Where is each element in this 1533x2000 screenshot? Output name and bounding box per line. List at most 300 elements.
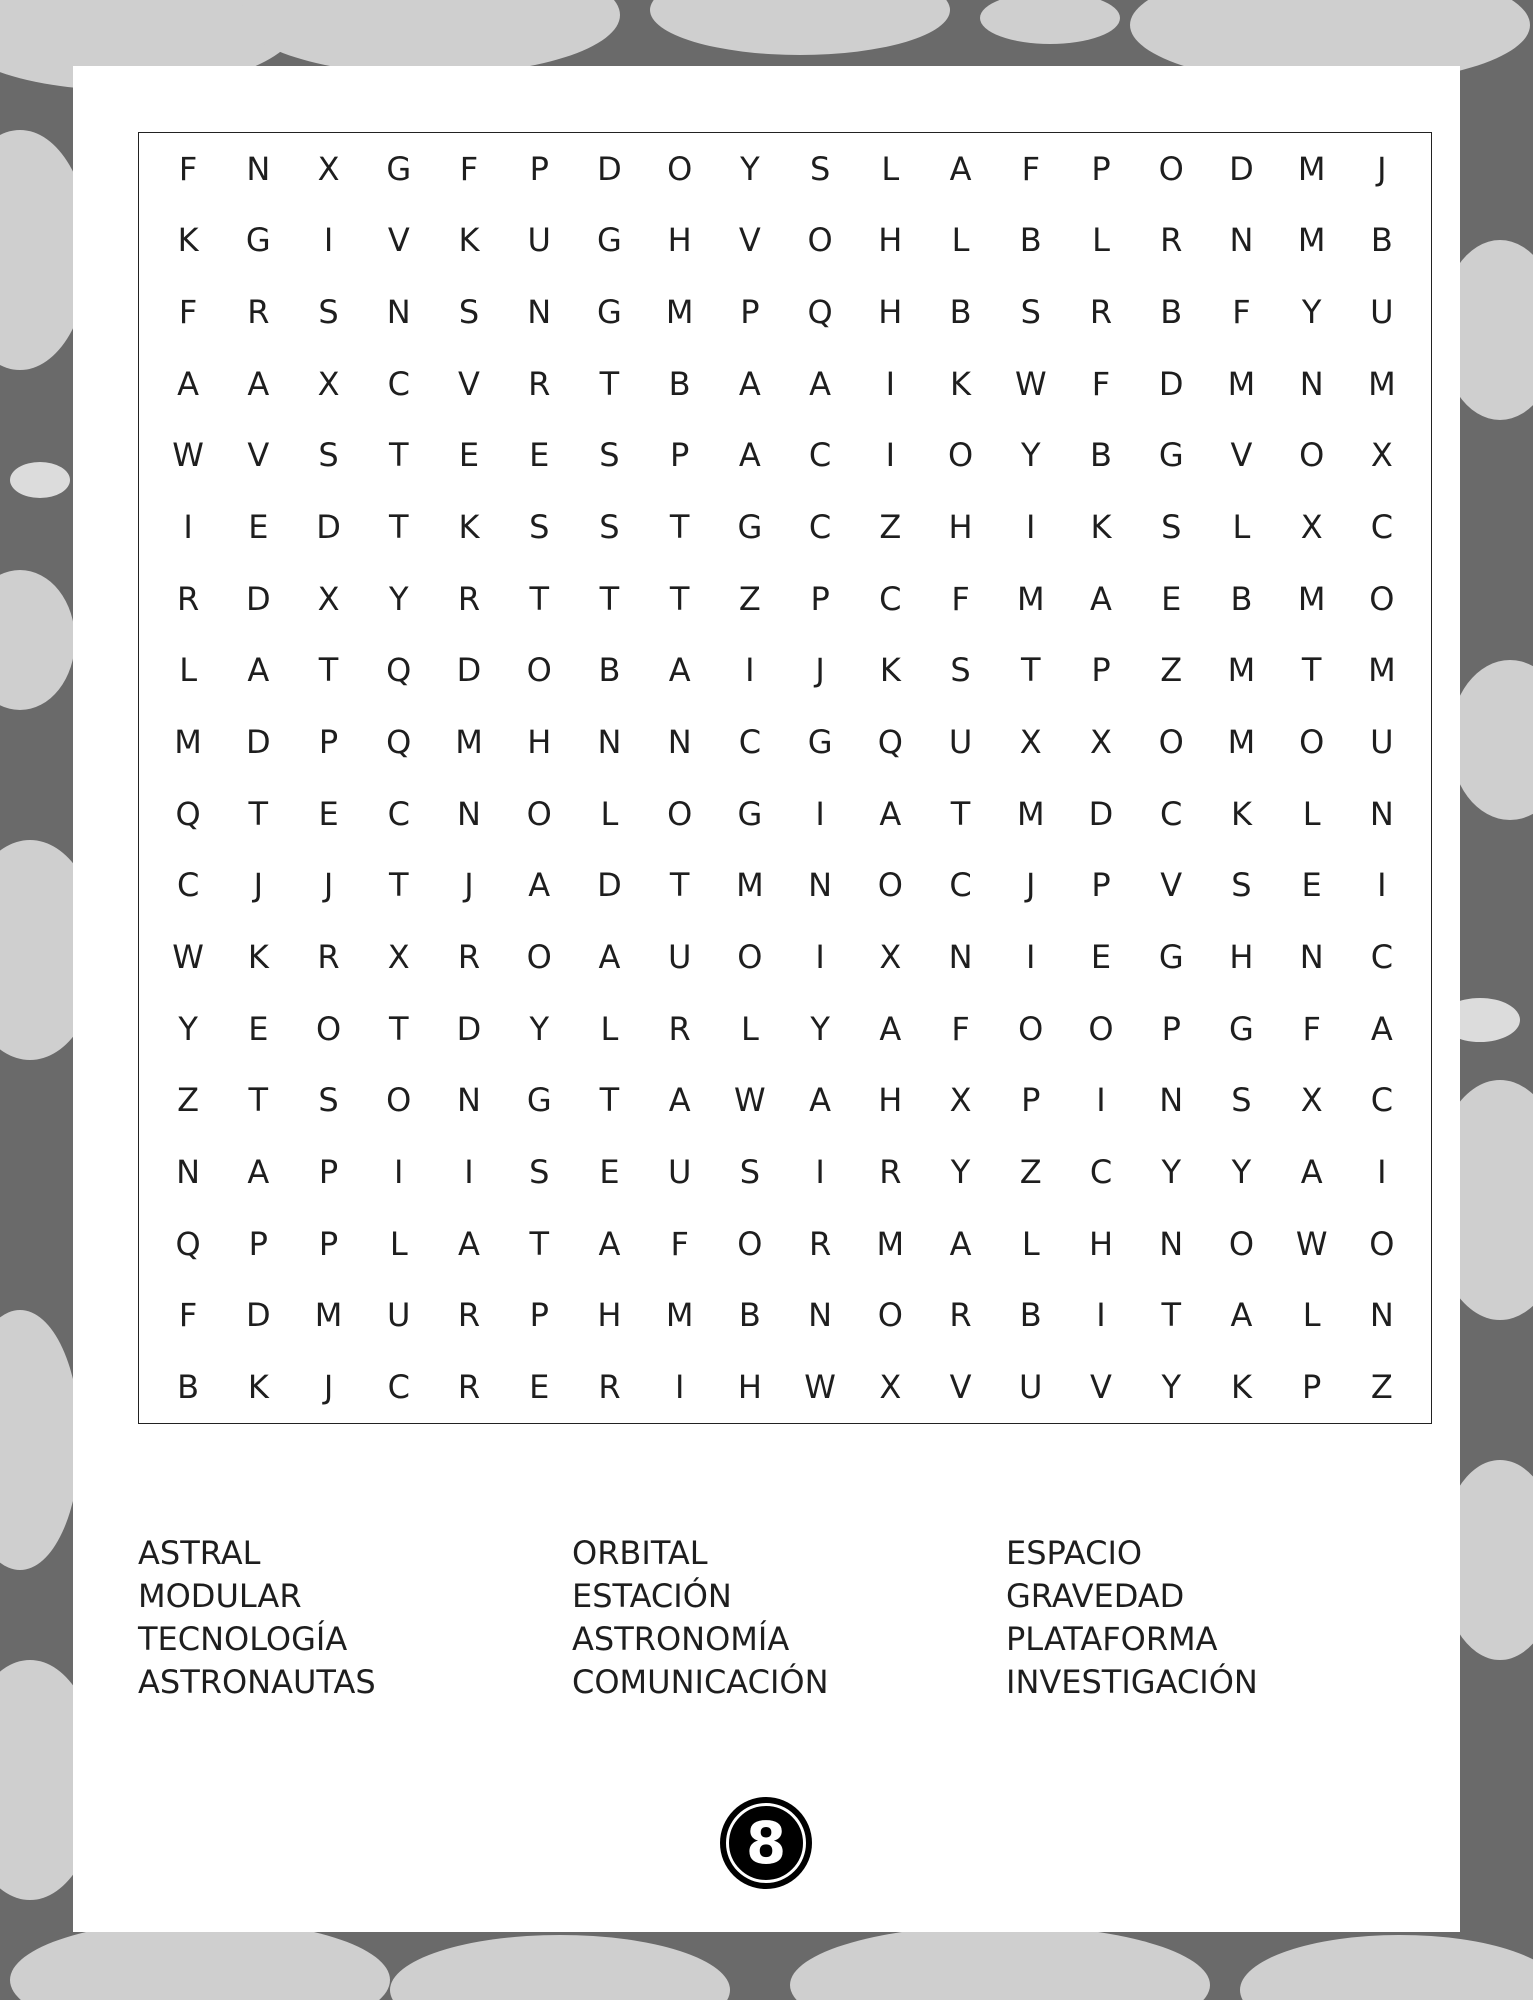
grid-cell[interactable]: F — [178, 293, 198, 332]
grid-cell[interactable]: F — [951, 579, 970, 618]
grid-cell[interactable]: X — [1300, 1081, 1323, 1120]
grid-cell[interactable]: Z — [879, 508, 902, 547]
grid-cell[interactable]: W — [734, 1081, 766, 1120]
grid-cell[interactable]: B — [949, 293, 972, 332]
grid-cell[interactable]: S — [950, 651, 971, 690]
grid-cell[interactable]: N — [527, 293, 552, 332]
grid-cell[interactable]: D — [246, 1296, 271, 1335]
grid-cell[interactable]: I — [885, 364, 896, 403]
grid-cell[interactable]: K — [950, 364, 972, 403]
grid-cell[interactable]: N — [948, 938, 973, 977]
grid-cell[interactable]: C — [808, 436, 832, 475]
grid-cell[interactable]: A — [247, 651, 270, 690]
grid-cell[interactable]: C — [1089, 1153, 1113, 1192]
grid-cell[interactable]: V — [949, 1368, 972, 1407]
grid-cell[interactable]: U — [1019, 1368, 1043, 1407]
grid-cell[interactable]: S — [739, 1153, 761, 1192]
grid-cell[interactable]: R — [668, 1009, 691, 1048]
grid-cell[interactable]: B — [1370, 221, 1393, 260]
grid-cell[interactable]: X — [317, 579, 340, 618]
grid-cell[interactable]: H — [597, 1296, 622, 1335]
grid-cell[interactable]: F — [178, 1296, 198, 1335]
grid-cell[interactable]: T — [248, 1081, 269, 1120]
grid-cell[interactable]: K — [247, 938, 269, 977]
grid-cell[interactable]: L — [179, 651, 198, 690]
grid-cell[interactable]: T — [1301, 651, 1322, 690]
grid-cell[interactable]: D — [316, 508, 341, 547]
grid-cell[interactable]: G — [1229, 1009, 1254, 1048]
grid-cell[interactable]: A — [738, 364, 761, 403]
grid-cell[interactable]: C — [176, 866, 200, 905]
grid-cell[interactable]: L — [740, 1009, 759, 1048]
grid-cell[interactable]: O — [1228, 1224, 1255, 1263]
grid-cell[interactable]: I — [815, 1153, 825, 1192]
grid-cell[interactable]: Y — [388, 579, 409, 618]
grid-cell[interactable]: G — [386, 149, 412, 188]
grid-cell[interactable]: R — [949, 1296, 972, 1335]
grid-cell[interactable]: I — [1026, 508, 1036, 547]
grid-cell[interactable]: U — [1370, 723, 1394, 762]
grid-cell[interactable]: O — [877, 1296, 903, 1335]
grid-cell[interactable]: G — [245, 221, 271, 260]
grid-cell[interactable]: V — [458, 364, 480, 403]
grid-cell[interactable]: P — [1302, 1368, 1322, 1407]
grid-cell[interactable]: S — [458, 293, 480, 332]
grid-cell[interactable]: V — [247, 436, 270, 475]
grid-cell[interactable]: R — [598, 1368, 621, 1407]
grid-cell[interactable]: L — [1232, 508, 1251, 547]
grid-cell[interactable]: N — [1159, 1224, 1184, 1263]
grid-cell[interactable]: I — [1096, 1296, 1106, 1335]
grid-cell[interactable]: Y — [1231, 1153, 1252, 1192]
grid-cell[interactable]: C — [808, 508, 832, 547]
grid-cell[interactable]: Y — [950, 1153, 971, 1192]
grid-cell[interactable]: S — [529, 508, 550, 547]
grid-cell[interactable]: N — [246, 149, 271, 188]
grid-cell[interactable]: P — [529, 1296, 549, 1335]
grid-cell[interactable]: T — [248, 794, 269, 833]
grid-cell[interactable]: S — [318, 1081, 339, 1120]
grid-cell[interactable]: M — [1297, 149, 1326, 188]
grid-cell[interactable]: Z — [1019, 1153, 1042, 1192]
grid-cell[interactable]: E — [1161, 579, 1182, 618]
grid-cell[interactable]: G — [1158, 436, 1184, 475]
grid-cell[interactable]: U — [667, 1153, 692, 1192]
grid-cell[interactable]: G — [526, 1081, 552, 1120]
grid-cell[interactable]: R — [1160, 221, 1183, 260]
grid-cell[interactable]: T — [318, 651, 339, 690]
grid-cell[interactable]: Y — [810, 1009, 830, 1048]
grid-cell[interactable]: E — [318, 794, 339, 833]
grid-cell[interactable]: C — [1160, 794, 1183, 833]
grid-cell[interactable]: P — [1091, 651, 1111, 690]
grid-cell[interactable]: C — [1370, 508, 1394, 547]
grid-cell[interactable]: Q — [175, 794, 201, 833]
grid-cell[interactable]: X — [879, 1368, 902, 1407]
grid-cell[interactable]: G — [807, 723, 833, 762]
grid-cell[interactable]: M — [876, 1224, 905, 1263]
grid-cell[interactable]: T — [599, 579, 620, 618]
grid-cell[interactable]: M — [1227, 364, 1256, 403]
grid-cell[interactable]: S — [599, 508, 620, 547]
grid-cell[interactable]: U — [667, 938, 692, 977]
grid-cell[interactable]: F — [951, 1009, 970, 1048]
grid-cell[interactable]: J — [1377, 149, 1387, 188]
grid-cell[interactable]: J — [323, 866, 334, 905]
grid-cell[interactable]: L — [389, 1224, 408, 1263]
grid-cell[interactable]: Q — [386, 651, 412, 690]
grid-cell[interactable]: Y — [1020, 436, 1041, 475]
grid-cell[interactable]: L — [881, 149, 900, 188]
grid-cell[interactable]: T — [599, 364, 620, 403]
grid-cell[interactable]: O — [1158, 149, 1184, 188]
grid-cell[interactable]: O — [947, 436, 974, 475]
grid-cell[interactable]: X — [879, 938, 902, 977]
grid-cell[interactable]: M — [1297, 579, 1326, 618]
grid-cell[interactable]: M — [736, 866, 764, 905]
grid-cell[interactable]: A — [247, 364, 270, 403]
grid-cell[interactable]: R — [176, 579, 200, 618]
grid-cell[interactable]: B — [177, 1368, 200, 1407]
grid-cell[interactable]: T — [669, 508, 690, 547]
grid-cell[interactable]: R — [457, 938, 481, 977]
grid-cell[interactable]: C — [387, 794, 410, 833]
grid-cell[interactable]: D — [1158, 364, 1184, 403]
grid-cell[interactable]: U — [527, 221, 551, 260]
grid-cell[interactable]: I — [464, 1153, 474, 1192]
grid-cell[interactable]: W — [1295, 1224, 1328, 1263]
grid-cell[interactable]: C — [1370, 1081, 1394, 1120]
grid-cell[interactable]: R — [457, 1368, 481, 1407]
grid-cell[interactable]: O — [667, 794, 693, 833]
grid-cell[interactable]: F — [1021, 149, 1040, 188]
grid-cell[interactable]: D — [246, 579, 271, 618]
grid-cell[interactable]: X — [317, 364, 340, 403]
grid-cell[interactable]: G — [597, 293, 622, 332]
grid-cell[interactable]: E — [248, 1009, 269, 1048]
grid-cell[interactable]: Q — [877, 723, 903, 762]
grid-cell[interactable]: C — [738, 723, 762, 762]
grid-cell[interactable]: D — [597, 149, 622, 188]
grid-cell[interactable]: K — [177, 221, 199, 260]
grid-cell[interactable]: M — [1227, 651, 1256, 690]
grid-cell[interactable]: J — [323, 1368, 334, 1407]
grid-cell[interactable]: O — [1158, 723, 1184, 762]
grid-cell[interactable]: R — [317, 938, 340, 977]
grid-cell[interactable]: N — [1299, 364, 1324, 403]
grid-cell[interactable]: J — [1026, 866, 1036, 905]
grid-cell[interactable]: K — [458, 221, 480, 260]
grid-cell[interactable]: N — [808, 866, 833, 905]
grid-cell[interactable]: P — [318, 1153, 339, 1192]
grid-cell[interactable]: F — [178, 149, 198, 188]
grid-cell[interactable]: B — [1090, 436, 1112, 475]
grid-cell[interactable]: I — [885, 436, 896, 475]
grid-cell[interactable]: T — [669, 866, 690, 905]
grid-cell[interactable]: D — [456, 1009, 482, 1048]
grid-cell[interactable]: S — [318, 436, 339, 475]
grid-cell[interactable]: E — [599, 1153, 620, 1192]
grid-cell[interactable]: G — [597, 221, 622, 260]
grid-cell[interactable]: M — [455, 723, 483, 762]
grid-cell[interactable]: O — [526, 651, 552, 690]
grid-cell[interactable]: Z — [738, 579, 761, 618]
grid-cell[interactable]: T — [388, 1009, 409, 1048]
grid-cell[interactable]: B — [1230, 579, 1253, 618]
grid-cell[interactable]: P — [529, 149, 549, 188]
grid-cell[interactable]: I — [1377, 866, 1387, 905]
grid-cell[interactable]: L — [1021, 1224, 1040, 1263]
grid-cell[interactable]: P — [248, 1224, 268, 1263]
grid-cell[interactable]: N — [1369, 1296, 1394, 1335]
grid-cell[interactable]: F — [670, 1224, 689, 1263]
grid-cell[interactable]: H — [878, 293, 903, 332]
grid-cell[interactable]: V — [738, 221, 761, 260]
grid-cell[interactable]: T — [950, 794, 971, 833]
grid-cell[interactable]: A — [1370, 1009, 1393, 1048]
grid-cell[interactable]: F — [1302, 1009, 1321, 1048]
grid-cell[interactable]: Y — [1161, 1368, 1181, 1407]
grid-cell[interactable]: A — [247, 1153, 270, 1192]
grid-cell[interactable]: J — [815, 651, 825, 690]
grid-cell[interactable]: D — [246, 723, 271, 762]
grid-cell[interactable]: H — [1229, 938, 1254, 977]
grid-cell[interactable]: P — [1161, 1009, 1181, 1048]
grid-cell[interactable]: U — [387, 1296, 411, 1335]
grid-cell[interactable]: V — [1160, 866, 1183, 905]
grid-cell[interactable]: S — [599, 436, 620, 475]
grid-cell[interactable]: X — [317, 149, 340, 188]
grid-cell[interactable]: G — [737, 794, 763, 833]
grid-cell[interactable]: L — [1092, 221, 1110, 260]
grid-cell[interactable]: B — [1019, 1296, 1042, 1335]
grid-cell[interactable]: F — [1232, 293, 1251, 332]
grid-cell[interactable]: I — [815, 938, 825, 977]
grid-cell[interactable]: T — [599, 1081, 620, 1120]
grid-cell[interactable]: A — [1300, 1153, 1323, 1192]
grid-cell[interactable]: L — [1302, 794, 1321, 833]
grid-cell[interactable]: N — [457, 794, 481, 833]
grid-cell[interactable]: S — [529, 1153, 550, 1192]
grid-cell[interactable]: E — [248, 508, 269, 547]
grid-cell[interactable]: S — [809, 149, 831, 188]
grid-cell[interactable]: J — [464, 866, 474, 905]
grid-cell[interactable]: I — [1377, 1153, 1387, 1192]
grid-cell[interactable]: O — [1299, 436, 1325, 475]
grid-cell[interactable]: R — [457, 1296, 481, 1335]
grid-cell[interactable]: I — [1026, 938, 1036, 977]
grid-cell[interactable]: X — [1019, 723, 1042, 762]
grid-cell[interactable]: K — [1230, 1368, 1252, 1407]
grid-cell[interactable]: H — [1088, 1224, 1114, 1263]
grid-cell[interactable]: A — [598, 1224, 621, 1263]
grid-cell[interactable]: N — [597, 723, 622, 762]
grid-cell[interactable]: I — [745, 651, 755, 690]
grid-cell[interactable]: D — [1088, 794, 1114, 833]
grid-cell[interactable]: T — [669, 579, 690, 618]
grid-cell[interactable]: E — [1090, 938, 1112, 977]
grid-cell[interactable]: S — [1161, 508, 1182, 547]
grid-cell[interactable]: L — [951, 221, 970, 260]
grid-cell[interactable]: A — [458, 1224, 480, 1263]
grid-cell[interactable]: O — [877, 866, 903, 905]
grid-cell[interactable]: N — [1229, 221, 1254, 260]
grid-cell[interactable]: D — [1229, 149, 1254, 188]
grid-cell[interactable]: B — [1019, 221, 1042, 260]
grid-cell[interactable]: V — [1090, 1368, 1112, 1407]
grid-cell[interactable]: I — [1096, 1081, 1106, 1120]
grid-cell[interactable]: T — [388, 508, 409, 547]
grid-cell[interactable]: M — [1016, 579, 1045, 618]
grid-cell[interactable]: A — [949, 1224, 972, 1263]
grid-cell[interactable]: P — [810, 579, 830, 618]
grid-cell[interactable]: Y — [1161, 1153, 1181, 1192]
grid-cell[interactable]: I — [815, 794, 825, 833]
grid-cell[interactable]: V — [1230, 436, 1253, 475]
grid-cell[interactable]: Q — [386, 723, 412, 762]
grid-cell[interactable]: N — [667, 723, 692, 762]
grid-cell[interactable]: P — [740, 293, 760, 332]
grid-cell[interactable]: P — [1091, 149, 1111, 188]
grid-cell[interactable]: R — [1089, 293, 1113, 332]
grid-cell[interactable]: X — [949, 1081, 972, 1120]
grid-cell[interactable]: A — [1230, 1296, 1253, 1335]
grid-cell[interactable]: N — [457, 1081, 481, 1120]
grid-cell[interactable]: H — [667, 221, 692, 260]
grid-cell[interactable]: P — [318, 1224, 339, 1263]
grid-cell[interactable]: T — [1020, 651, 1041, 690]
grid-cell[interactable]: X — [1300, 508, 1323, 547]
grid-cell[interactable]: N — [808, 1296, 833, 1335]
grid-cell[interactable]: O — [807, 221, 833, 260]
grid-cell[interactable]: R — [528, 364, 551, 403]
grid-cell[interactable]: M — [1227, 723, 1256, 762]
grid-cell[interactable]: A — [879, 1009, 902, 1048]
grid-cell[interactable]: C — [1370, 938, 1394, 977]
grid-cell[interactable]: U — [1370, 293, 1394, 332]
grid-cell[interactable]: X — [387, 938, 410, 977]
grid-cell[interactable]: Z — [1160, 651, 1183, 690]
grid-cell[interactable]: A — [598, 938, 621, 977]
grid-cell[interactable]: K — [247, 1368, 269, 1407]
grid-cell[interactable]: W — [804, 1368, 836, 1407]
grid-cell[interactable]: M — [1016, 794, 1045, 833]
grid-cell[interactable]: E — [458, 436, 480, 475]
grid-cell[interactable]: F — [1091, 364, 1111, 403]
grid-cell[interactable]: A — [528, 866, 551, 905]
grid-cell[interactable]: A — [668, 1081, 691, 1120]
grid-cell[interactable]: A — [809, 1081, 832, 1120]
grid-cell[interactable]: B — [668, 364, 691, 403]
grid-cell[interactable]: H — [527, 723, 552, 762]
grid-cell[interactable]: R — [879, 1153, 902, 1192]
grid-cell[interactable]: E — [529, 1368, 550, 1407]
grid-cell[interactable]: I — [323, 221, 334, 260]
grid-cell[interactable]: G — [737, 508, 763, 547]
grid-cell[interactable]: Y — [740, 149, 760, 188]
grid-cell[interactable]: D — [597, 866, 622, 905]
grid-cell[interactable]: P — [1021, 1081, 1041, 1120]
grid-cell[interactable]: M — [174, 723, 202, 762]
grid-cell[interactable]: T — [388, 866, 409, 905]
grid-cell[interactable]: A — [177, 364, 200, 403]
grid-cell[interactable]: Y — [529, 1009, 549, 1048]
grid-cell[interactable]: N — [386, 293, 411, 332]
grid-cell[interactable]: T — [1161, 1296, 1181, 1335]
grid-cell[interactable]: Z — [177, 1081, 200, 1120]
grid-cell[interactable]: I — [183, 508, 193, 547]
grid-cell[interactable]: C — [387, 1368, 410, 1407]
grid-cell[interactable]: A — [738, 436, 761, 475]
grid-cell[interactable]: N — [176, 1153, 201, 1192]
grid-cell[interactable]: L — [600, 1009, 619, 1048]
grid-cell[interactable]: B — [1160, 293, 1183, 332]
grid-cell[interactable]: O — [1299, 723, 1325, 762]
grid-cell[interactable]: A — [1090, 579, 1112, 618]
grid-cell[interactable]: O — [737, 1224, 763, 1263]
grid-cell[interactable]: Z — [1370, 1368, 1393, 1407]
grid-cell[interactable]: O — [315, 1009, 342, 1048]
grid-cell[interactable]: N — [1369, 794, 1394, 833]
grid-cell[interactable]: F — [459, 149, 479, 188]
grid-cell[interactable]: W — [1014, 364, 1047, 403]
grid-cell[interactable]: W — [172, 938, 204, 977]
grid-cell[interactable]: O — [1018, 1009, 1044, 1048]
grid-cell[interactable]: O — [386, 1081, 412, 1120]
grid-cell[interactable]: O — [1088, 1009, 1114, 1048]
grid-cell[interactable]: I — [674, 1368, 685, 1407]
grid-cell[interactable]: X — [1090, 723, 1112, 762]
grid-cell[interactable]: M — [1368, 364, 1396, 403]
grid-cell[interactable]: P — [318, 723, 339, 762]
grid-cell[interactable]: P — [670, 436, 690, 475]
grid-cell[interactable]: C — [387, 364, 410, 403]
grid-cell[interactable]: H — [878, 221, 903, 260]
grid-cell[interactable]: M — [1368, 651, 1396, 690]
grid-cell[interactable]: Q — [175, 1224, 201, 1263]
grid-cell[interactable]: O — [1369, 579, 1395, 618]
grid-cell[interactable]: A — [809, 364, 832, 403]
grid-cell[interactable]: O — [737, 938, 763, 977]
grid-cell[interactable]: K — [1090, 508, 1112, 547]
grid-cell[interactable]: W — [172, 436, 204, 475]
grid-cell[interactable]: V — [387, 221, 410, 260]
grid-cell[interactable]: A — [949, 149, 972, 188]
grid-cell[interactable]: K — [458, 508, 480, 547]
grid-cell[interactable]: M — [314, 1296, 343, 1335]
grid-cell[interactable]: J — [253, 866, 264, 905]
grid-cell[interactable]: D — [456, 651, 482, 690]
grid-cell[interactable]: A — [668, 651, 691, 690]
grid-cell[interactable]: K — [1230, 794, 1252, 833]
grid-cell[interactable]: T — [529, 579, 549, 618]
grid-cell[interactable]: M — [665, 1296, 694, 1335]
grid-cell[interactable]: P — [1091, 866, 1111, 905]
grid-cell[interactable]: O — [526, 794, 552, 833]
grid-cell[interactable]: U — [948, 723, 973, 762]
grid-cell[interactable]: T — [529, 1224, 549, 1263]
grid-cell[interactable]: S — [1020, 293, 1041, 332]
grid-cell[interactable]: K — [879, 651, 901, 690]
grid-cell[interactable]: N — [1299, 938, 1324, 977]
grid-cell[interactable]: H — [878, 1081, 903, 1120]
grid-cell[interactable]: Y — [178, 1009, 198, 1048]
grid-cell[interactable]: H — [948, 508, 973, 547]
grid-cell[interactable]: G — [1158, 938, 1184, 977]
grid-cell[interactable]: O — [526, 938, 552, 977]
grid-cell[interactable]: I — [394, 1153, 404, 1192]
grid-cell[interactable]: H — [737, 1368, 762, 1407]
